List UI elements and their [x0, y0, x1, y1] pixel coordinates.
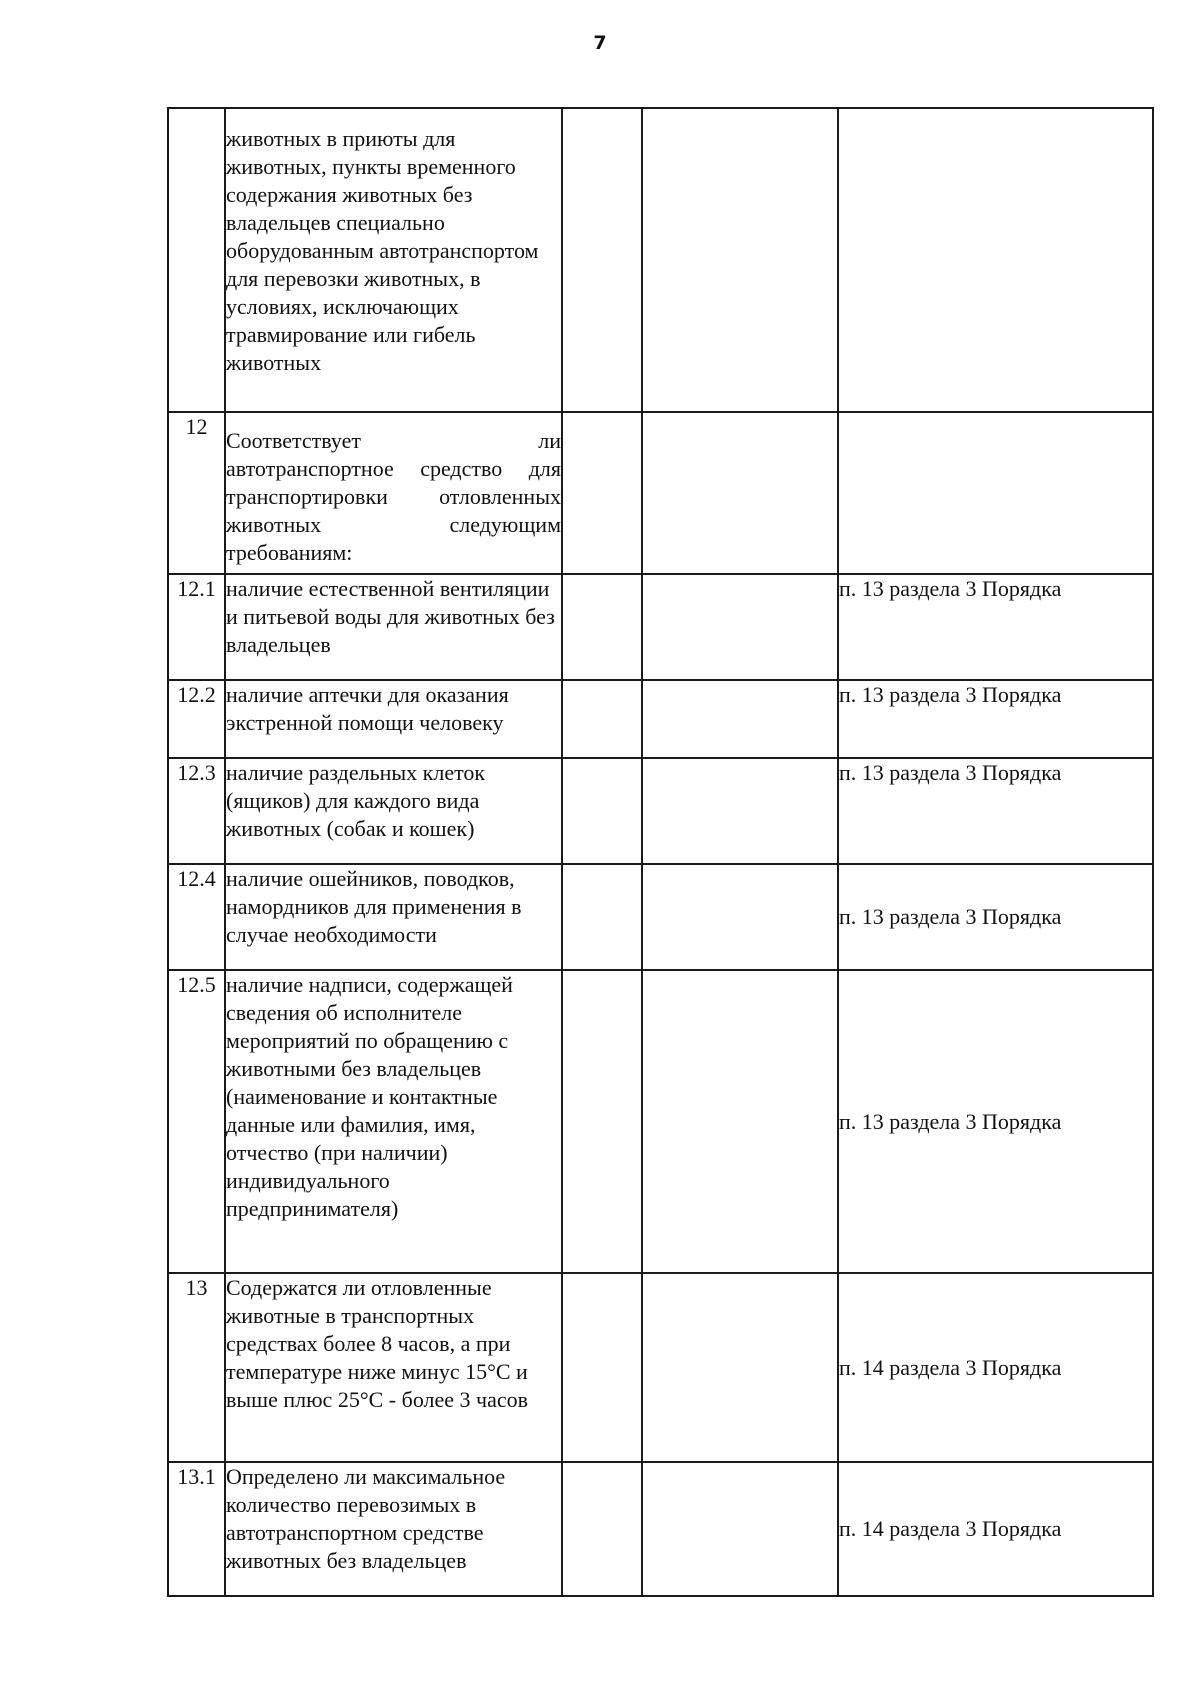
row-number: 13 [168, 1273, 225, 1462]
answer-yes-cell [562, 1273, 642, 1462]
row-number: 12.2 [168, 680, 225, 758]
table-row [168, 412, 1153, 574]
row-question: наличие надписи, содержащей сведения об исполнителе мероприятий по обращению с животными без владельцев (наименование и контактные данные или фамилия, имя, отчество (при наличии) индивидуального предпринимателя) [225, 970, 562, 1273]
row-reference: п. 14 раздела 3 Порядка [838, 1273, 1153, 1462]
answer-no-cell [642, 680, 838, 758]
row-reference: п. 13 раздела 3 Порядка [838, 864, 1153, 970]
answer-no-cell [642, 412, 838, 574]
answer-no-cell [642, 108, 838, 412]
table-row [168, 1462, 1153, 1596]
answer-no-cell [642, 574, 838, 680]
answer-yes-cell [562, 864, 642, 970]
row-reference: п. 13 раздела 3 Порядка [838, 574, 1153, 680]
row-question: Содержатся ли отловленные животные в транспортных средствах более 8 часов, а при температуре ниже минус 15°C и выше плюс 25°C - более 3 часов [225, 1273, 562, 1462]
row-question: Определено ли максимальное количество перевозимых в автотранспортном средстве животных без владельцев [225, 1462, 562, 1596]
row-number: 12.5 [168, 970, 225, 1273]
page-number: 7 [593, 32, 607, 54]
row-number [168, 108, 225, 412]
answer-yes-cell [562, 1462, 642, 1596]
row-question: животных в приюты для животных, пункты временного содержания животных без владельцев специально оборудованным автотранспортом для перевозки животных, в условиях, исключающих травмирование или гибель животных [225, 108, 562, 412]
answer-no-cell [642, 864, 838, 970]
row-question: Соответствует ли автотранспортное средство для транспортировки отловленных животных следующим требованиям: [225, 412, 562, 574]
answer-yes-cell [562, 758, 642, 864]
row-reference: п. 13 раздела 3 Порядка [838, 680, 1153, 758]
table-row [168, 1273, 1153, 1462]
row-question: наличие ошейников, поводков, намордников для применения в случае необходимости [225, 864, 562, 970]
row-number: 13.1 [168, 1462, 225, 1596]
row-question: наличие раздельных клеток (ящиков) для каждого вида животных (собак и кошек) [225, 758, 562, 864]
row-reference: п. 13 раздела 3 Порядка [838, 970, 1153, 1273]
row-question: наличие аптечки для оказания экстренной помощи человеку [225, 680, 562, 758]
table-row [168, 758, 1153, 864]
row-question: наличие естественной вентиляции и питьевой воды для животных без владельцев [225, 574, 562, 680]
row-reference [838, 108, 1153, 412]
row-reference [838, 412, 1153, 574]
answer-yes-cell [562, 680, 642, 758]
checklist-table [167, 107, 1154, 1597]
answer-no-cell [642, 1462, 838, 1596]
row-reference: п. 14 раздела 3 Порядка [838, 1462, 1153, 1596]
answer-no-cell [642, 970, 838, 1273]
row-reference: п. 13 раздела 3 Порядка [838, 758, 1153, 864]
answer-yes-cell [562, 970, 642, 1273]
table-row [168, 108, 1153, 412]
answer-yes-cell [562, 412, 642, 574]
row-number: 12.4 [168, 864, 225, 970]
row-number: 12.1 [168, 574, 225, 680]
row-number: 12.3 [168, 758, 225, 864]
answer-yes-cell [562, 108, 642, 412]
table-row [168, 864, 1153, 970]
row-number: 12 [168, 412, 225, 574]
answer-no-cell [642, 758, 838, 864]
table-row [168, 680, 1153, 758]
answer-no-cell [642, 1273, 838, 1462]
table-row [168, 574, 1153, 680]
answer-yes-cell [562, 574, 642, 680]
table-row [168, 970, 1153, 1273]
